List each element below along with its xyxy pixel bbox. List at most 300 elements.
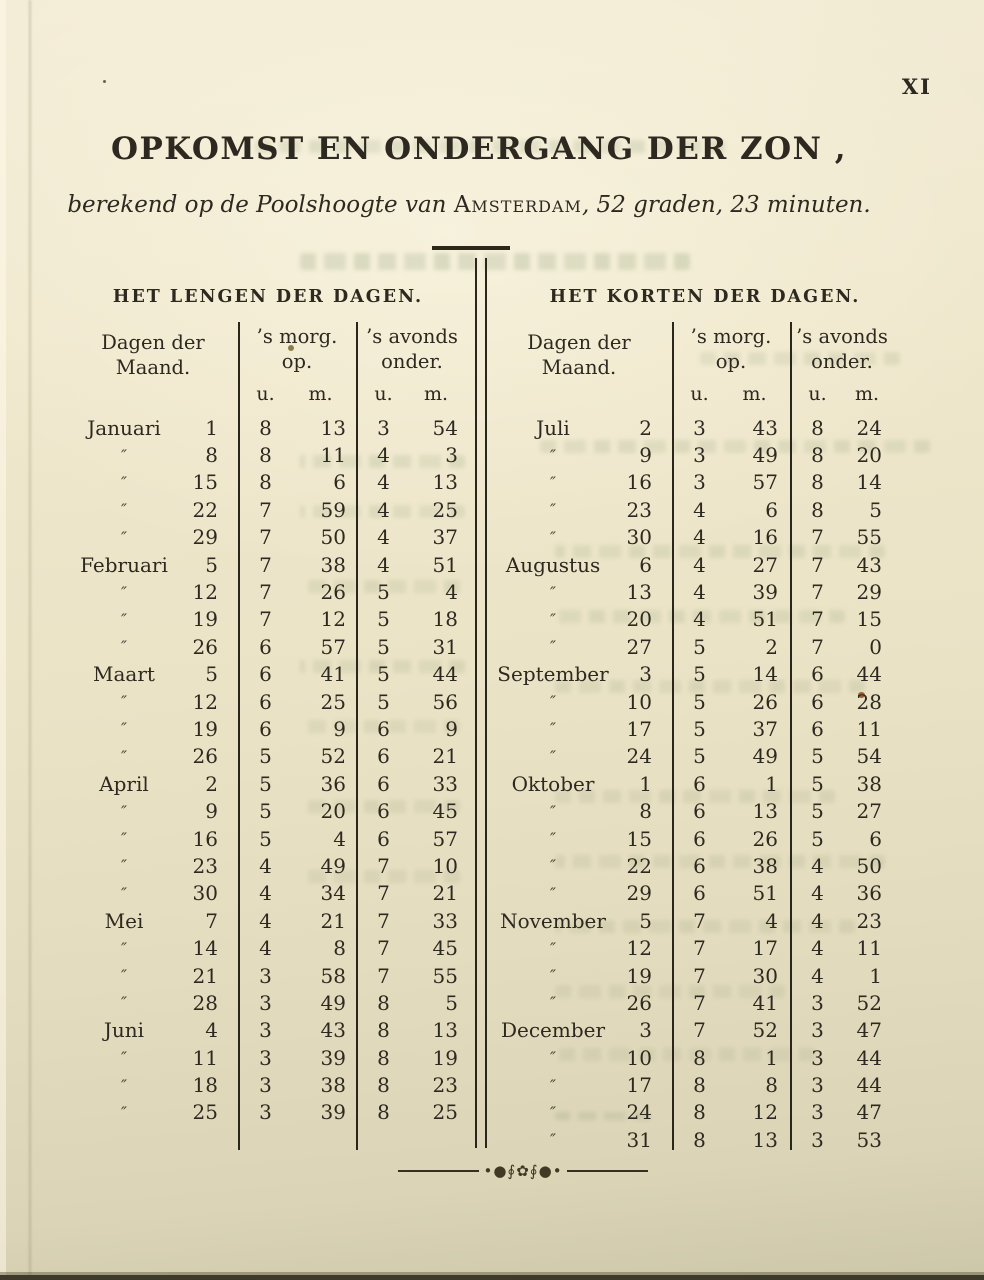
header-morning-rise: ’s morg. op. xyxy=(256,325,338,373)
month-cell: ″ xyxy=(121,883,127,903)
rise-hour-cell: 4 xyxy=(259,908,272,933)
rise-minute-cell: 6 xyxy=(765,497,778,522)
table-header xyxy=(68,322,468,414)
rise-minute-cell: 39 xyxy=(320,1100,346,1125)
table-row xyxy=(494,1099,894,1126)
month-cell: April xyxy=(99,771,149,796)
set-minute-cell: 33 xyxy=(432,908,458,933)
header-evening-set: ’s avonds onder. xyxy=(366,325,458,373)
set-hour-cell: 5 xyxy=(377,689,390,714)
set-minute-cell: 44 xyxy=(856,662,882,687)
rise-minute-cell: 11 xyxy=(320,443,346,468)
month-cell: ″ xyxy=(550,609,556,629)
month-cell: ″ xyxy=(121,829,127,849)
header-hours: u. xyxy=(690,383,709,405)
rise-hour-cell: 3 xyxy=(259,1073,272,1098)
rise-minute-cell: 52 xyxy=(320,744,346,769)
month-cell: Maart xyxy=(93,662,155,687)
set-minute-cell: 11 xyxy=(856,936,882,961)
set-hour-cell: 7 xyxy=(377,853,390,878)
set-minute-cell: 27 xyxy=(856,799,882,824)
month-cell: ″ xyxy=(121,500,127,520)
day-cell: 17 xyxy=(626,1073,652,1098)
month-cell: ″ xyxy=(550,1075,556,1095)
set-hour-cell: 8 xyxy=(377,1045,390,1070)
set-minute-cell: 4 xyxy=(445,580,458,605)
rise-minute-cell: 14 xyxy=(752,662,778,687)
rise-hour-cell: 5 xyxy=(259,799,272,824)
table-row xyxy=(68,962,468,989)
day-cell: 17 xyxy=(626,716,652,741)
table-row xyxy=(494,989,894,1016)
table-row xyxy=(494,1071,894,1098)
rise-hour-cell: 8 xyxy=(693,1127,706,1152)
day-cell: 12 xyxy=(192,580,218,605)
rise-hour-cell: 4 xyxy=(693,525,706,550)
table-row xyxy=(494,551,894,578)
set-hour-cell: 6 xyxy=(377,716,390,741)
rise-hour-cell: 4 xyxy=(259,853,272,878)
set-hour-cell: 5 xyxy=(377,607,390,632)
table-row xyxy=(68,688,468,715)
rise-hour-cell: 3 xyxy=(259,1100,272,1125)
set-minute-cell: 44 xyxy=(856,1073,882,1098)
rise-minute-cell: 12 xyxy=(320,607,346,632)
table-row xyxy=(68,469,468,496)
month-cell: ″ xyxy=(550,746,556,766)
table-row xyxy=(68,907,468,934)
set-minute-cell: 31 xyxy=(432,634,458,659)
rise-minute-cell: 43 xyxy=(752,415,778,440)
day-cell: 20 xyxy=(626,607,652,632)
table-row xyxy=(68,880,468,907)
month-cell: ″ xyxy=(121,966,127,985)
set-minute-cell: 33 xyxy=(432,771,458,796)
table-row xyxy=(68,578,468,605)
header-minutes: m. xyxy=(423,383,449,405)
month-cell: ″ xyxy=(550,1130,556,1150)
rise-minute-cell: 38 xyxy=(320,1073,346,1098)
rise-minute-cell: 52 xyxy=(752,1018,778,1043)
month-cell: ″ xyxy=(550,719,556,739)
rise-minute-cell: 57 xyxy=(752,470,778,495)
day-cell: 5 xyxy=(205,552,218,577)
subtitle-place: Amsterdam xyxy=(453,192,582,218)
table-row xyxy=(494,469,894,496)
table-row xyxy=(494,1017,894,1044)
rise-hour-cell: 8 xyxy=(259,443,272,468)
table-shortening-days xyxy=(494,322,894,1150)
rise-minute-cell: 36 xyxy=(320,771,346,796)
rise-minute-cell: 8 xyxy=(333,936,346,961)
rise-hour-cell: 7 xyxy=(693,936,706,961)
month-cell: ″ xyxy=(121,746,127,766)
set-minute-cell: 11 xyxy=(856,716,882,741)
day-cell: 1 xyxy=(205,415,218,440)
set-hour-cell: 5 xyxy=(811,799,824,824)
set-minute-cell: 45 xyxy=(432,936,458,961)
month-cell: ″ xyxy=(550,582,556,602)
month-cell: ″ xyxy=(550,993,556,1013)
table-row xyxy=(494,743,894,770)
day-cell: 9 xyxy=(205,799,218,824)
ornament-rule-left xyxy=(398,1170,479,1172)
day-cell: 21 xyxy=(192,963,218,988)
set-hour-cell: 6 xyxy=(377,826,390,851)
set-minute-cell: 10 xyxy=(432,853,458,878)
rise-minute-cell: 59 xyxy=(320,497,346,522)
month-cell: ″ xyxy=(550,829,556,849)
set-minute-cell: 29 xyxy=(856,580,882,605)
day-cell: 2 xyxy=(205,771,218,796)
set-minute-cell: 43 xyxy=(856,552,882,577)
column-rule xyxy=(790,322,792,1150)
bleedthrough-ghost xyxy=(300,253,690,270)
set-minute-cell: 5 xyxy=(869,497,882,522)
set-minute-cell: 44 xyxy=(432,662,458,687)
rise-hour-cell: 3 xyxy=(259,1045,272,1070)
rise-hour-cell: 5 xyxy=(259,771,272,796)
rise-hour-cell: 7 xyxy=(259,497,272,522)
rise-minute-cell: 43 xyxy=(320,1018,346,1043)
month-cell: ″ xyxy=(121,637,127,657)
table-row xyxy=(494,770,894,797)
set-hour-cell: 4 xyxy=(377,525,390,550)
set-minute-cell: 21 xyxy=(432,744,458,769)
rise-hour-cell: 4 xyxy=(693,580,706,605)
day-cell: 13 xyxy=(626,580,652,605)
rise-minute-cell: 26 xyxy=(752,826,778,851)
rise-minute-cell: 49 xyxy=(752,443,778,468)
month-cell: Januari xyxy=(87,415,161,440)
table-row xyxy=(68,770,468,797)
set-minute-cell: 54 xyxy=(856,744,882,769)
set-minute-cell: 28 xyxy=(856,689,882,714)
day-cell: 8 xyxy=(205,443,218,468)
set-minute-cell: 44 xyxy=(856,1045,882,1070)
day-cell: 26 xyxy=(626,990,652,1015)
rise-hour-cell: 5 xyxy=(693,689,706,714)
rise-minute-cell: 8 xyxy=(765,1073,778,1098)
set-hour-cell: 6 xyxy=(377,799,390,824)
rise-minute-cell: 50 xyxy=(320,525,346,550)
table-row xyxy=(494,1126,894,1153)
set-hour-cell: 3 xyxy=(811,1100,824,1125)
header-morning-rise: ’s morg. op. xyxy=(690,325,772,373)
set-hour-cell: 5 xyxy=(811,826,824,851)
rise-minute-cell: 2 xyxy=(765,634,778,659)
month-cell: ″ xyxy=(550,637,556,657)
set-minute-cell: 52 xyxy=(856,990,882,1015)
set-hour-cell: 7 xyxy=(811,525,824,550)
set-hour-cell: 4 xyxy=(377,497,390,522)
day-cell: 10 xyxy=(626,689,652,714)
set-minute-cell: 50 xyxy=(856,853,882,878)
header-hours: u. xyxy=(808,383,827,405)
rise-minute-cell: 21 xyxy=(320,908,346,933)
day-cell: 8 xyxy=(639,799,652,824)
set-hour-cell: 3 xyxy=(811,1045,824,1070)
rise-hour-cell: 5 xyxy=(259,826,272,851)
rise-hour-cell: 4 xyxy=(259,936,272,961)
rise-hour-cell: 8 xyxy=(693,1100,706,1125)
day-cell: 9 xyxy=(639,443,652,468)
set-hour-cell: 5 xyxy=(811,744,824,769)
rise-hour-cell: 7 xyxy=(693,908,706,933)
day-cell: 18 xyxy=(192,1073,218,1098)
month-cell: ″ xyxy=(550,472,556,492)
rise-minute-cell: 13 xyxy=(320,415,346,440)
set-minute-cell: 56 xyxy=(432,689,458,714)
rise-hour-cell: 5 xyxy=(259,744,272,769)
day-cell: 26 xyxy=(192,634,218,659)
table-row xyxy=(68,852,468,879)
rise-hour-cell: 7 xyxy=(259,607,272,632)
table-row xyxy=(68,934,468,961)
table-row xyxy=(68,1044,468,1071)
rise-minute-cell: 38 xyxy=(752,853,778,878)
month-cell: ″ xyxy=(121,1075,127,1095)
rise-minute-cell: 41 xyxy=(320,662,346,687)
table-body xyxy=(68,414,468,1126)
table-row xyxy=(68,661,468,688)
set-hour-cell: 5 xyxy=(377,634,390,659)
set-hour-cell: 4 xyxy=(811,908,824,933)
day-cell: 19 xyxy=(192,716,218,741)
ornament-divider xyxy=(398,1162,648,1180)
month-cell: Mei xyxy=(104,908,144,933)
table-row xyxy=(494,578,894,605)
day-cell: 16 xyxy=(626,470,652,495)
set-minute-cell: 47 xyxy=(856,1018,882,1043)
table-row xyxy=(494,797,894,824)
day-cell: 27 xyxy=(626,634,652,659)
table-row xyxy=(68,1099,468,1126)
day-cell: 10 xyxy=(626,1045,652,1070)
day-cell: 4 xyxy=(205,1018,218,1043)
set-hour-cell: 8 xyxy=(811,497,824,522)
month-cell: ″ xyxy=(121,801,127,821)
day-cell: 11 xyxy=(192,1045,218,1070)
month-cell: ″ xyxy=(550,883,556,903)
set-hour-cell: 4 xyxy=(811,881,824,906)
subtitle-pre: berekend op de Poolshoogte van xyxy=(67,192,454,218)
set-hour-cell: 8 xyxy=(811,443,824,468)
day-cell: 16 xyxy=(192,826,218,851)
set-hour-cell: 4 xyxy=(811,853,824,878)
set-hour-cell: 8 xyxy=(377,1018,390,1043)
set-hour-cell: 7 xyxy=(811,607,824,632)
table-heading-shortening: HET KORTEN DER DAGEN. xyxy=(549,287,861,307)
header-hours: u. xyxy=(374,383,393,405)
month-cell: Augustus xyxy=(505,552,601,577)
set-hour-cell: 5 xyxy=(377,662,390,687)
table-row xyxy=(68,1017,468,1044)
column-rule xyxy=(672,322,674,1150)
table-row xyxy=(494,524,894,551)
set-minute-cell: 55 xyxy=(432,963,458,988)
rise-hour-cell: 8 xyxy=(693,1045,706,1070)
month-cell: ″ xyxy=(550,938,556,958)
set-hour-cell: 8 xyxy=(811,470,824,495)
rise-hour-cell: 6 xyxy=(259,662,272,687)
month-cell: ″ xyxy=(550,801,556,821)
header-minutes: m. xyxy=(854,383,880,405)
day-cell: 26 xyxy=(192,744,218,769)
set-minute-cell: 9 xyxy=(445,716,458,741)
rise-hour-cell: 4 xyxy=(693,497,706,522)
month-cell: ″ xyxy=(550,527,556,547)
rise-minute-cell: 1 xyxy=(765,771,778,796)
month-cell: ″ xyxy=(121,445,127,465)
column-rule xyxy=(356,322,358,1150)
rise-hour-cell: 5 xyxy=(693,744,706,769)
rise-hour-cell: 6 xyxy=(693,771,706,796)
set-hour-cell: 6 xyxy=(377,744,390,769)
month-cell: ″ xyxy=(550,1048,556,1068)
set-hour-cell: 8 xyxy=(377,1100,390,1125)
set-hour-cell: 7 xyxy=(377,963,390,988)
month-cell: Juli xyxy=(536,415,570,440)
rise-hour-cell: 7 xyxy=(693,963,706,988)
rise-minute-cell: 6 xyxy=(333,470,346,495)
page-number: XI xyxy=(901,74,932,99)
rise-minute-cell: 26 xyxy=(320,580,346,605)
month-cell: ″ xyxy=(121,938,127,958)
table-row xyxy=(494,414,894,441)
rise-minute-cell: 37 xyxy=(752,716,778,741)
table-row xyxy=(494,661,894,688)
rise-hour-cell: 6 xyxy=(259,634,272,659)
table-row xyxy=(68,633,468,660)
center-double-rule xyxy=(475,258,487,1148)
month-cell: ″ xyxy=(550,500,556,520)
table-row xyxy=(68,743,468,770)
month-cell: September xyxy=(497,662,609,687)
set-hour-cell: 6 xyxy=(811,716,824,741)
table-row xyxy=(68,715,468,742)
set-minute-cell: 45 xyxy=(432,799,458,824)
month-cell: ″ xyxy=(550,1102,556,1122)
day-cell: 30 xyxy=(192,881,218,906)
set-minute-cell: 36 xyxy=(856,881,882,906)
table-row xyxy=(68,551,468,578)
day-cell: 24 xyxy=(626,1100,652,1125)
table-body xyxy=(494,414,894,1154)
day-cell: 25 xyxy=(192,1100,218,1125)
day-cell: 29 xyxy=(626,881,652,906)
set-minute-cell: 38 xyxy=(856,771,882,796)
table-row xyxy=(494,496,894,523)
set-minute-cell: 3 xyxy=(445,443,458,468)
rise-hour-cell: 3 xyxy=(693,470,706,495)
month-cell: ″ xyxy=(121,472,127,492)
set-hour-cell: 7 xyxy=(811,634,824,659)
set-hour-cell: 4 xyxy=(811,936,824,961)
table-row xyxy=(494,852,894,879)
set-minute-cell: 14 xyxy=(856,470,882,495)
set-hour-cell: 4 xyxy=(377,470,390,495)
set-minute-cell: 1 xyxy=(869,963,882,988)
rise-hour-cell: 3 xyxy=(259,1018,272,1043)
day-cell: 23 xyxy=(626,497,652,522)
header-days-of-month: Dagen der Maand. xyxy=(101,331,205,379)
set-minute-cell: 24 xyxy=(856,415,882,440)
table-row xyxy=(68,441,468,468)
set-minute-cell: 23 xyxy=(856,908,882,933)
set-minute-cell: 15 xyxy=(856,607,882,632)
set-minute-cell: 21 xyxy=(432,881,458,906)
rise-hour-cell: 7 xyxy=(259,552,272,577)
day-cell: 15 xyxy=(192,470,218,495)
rise-hour-cell: 6 xyxy=(259,689,272,714)
page-subtitle xyxy=(0,192,938,218)
set-minute-cell: 54 xyxy=(432,415,458,440)
rise-hour-cell: 4 xyxy=(693,607,706,632)
set-hour-cell: 3 xyxy=(377,415,390,440)
set-minute-cell: 47 xyxy=(856,1100,882,1125)
day-cell: 1 xyxy=(639,771,652,796)
rise-hour-cell: 7 xyxy=(693,1018,706,1043)
month-cell: ″ xyxy=(121,993,127,1013)
rise-minute-cell: 39 xyxy=(320,1045,346,1070)
rise-minute-cell: 51 xyxy=(752,607,778,632)
day-cell: 30 xyxy=(626,525,652,550)
set-hour-cell: 6 xyxy=(811,662,824,687)
set-hour-cell: 7 xyxy=(811,580,824,605)
set-minute-cell: 37 xyxy=(432,525,458,550)
set-minute-cell: 13 xyxy=(432,470,458,495)
set-minute-cell: 13 xyxy=(432,1018,458,1043)
rise-hour-cell: 5 xyxy=(693,662,706,687)
month-cell: ″ xyxy=(121,692,127,712)
table-row xyxy=(494,441,894,468)
month-cell: December xyxy=(500,1018,606,1043)
rise-minute-cell: 1 xyxy=(765,1045,778,1070)
table-row xyxy=(68,414,468,441)
rise-minute-cell: 30 xyxy=(752,963,778,988)
rise-hour-cell: 4 xyxy=(693,552,706,577)
month-cell: Februari xyxy=(80,552,168,577)
set-hour-cell: 8 xyxy=(377,990,390,1015)
rise-minute-cell: 17 xyxy=(752,936,778,961)
rise-minute-cell: 39 xyxy=(752,580,778,605)
month-cell: ″ xyxy=(121,1048,127,1068)
month-cell: ″ xyxy=(121,1102,127,1122)
subtitle-post: , 52 graden, 23 minuten. xyxy=(581,192,871,218)
set-hour-cell: 3 xyxy=(811,1018,824,1043)
scan-edge-bottom xyxy=(0,1275,984,1280)
set-minute-cell: 25 xyxy=(432,1100,458,1125)
set-hour-cell: 7 xyxy=(811,552,824,577)
month-cell: November xyxy=(500,908,606,933)
paper-speck xyxy=(103,80,106,83)
rise-minute-cell: 58 xyxy=(320,963,346,988)
rise-hour-cell: 3 xyxy=(259,963,272,988)
rise-hour-cell: 6 xyxy=(693,881,706,906)
column-rule xyxy=(238,322,240,1150)
rise-minute-cell: 57 xyxy=(320,634,346,659)
table-row xyxy=(68,496,468,523)
set-hour-cell: 7 xyxy=(377,936,390,961)
day-cell: 19 xyxy=(626,963,652,988)
day-cell: 12 xyxy=(192,689,218,714)
set-hour-cell: 6 xyxy=(811,689,824,714)
month-cell: ″ xyxy=(550,445,556,465)
set-minute-cell: 25 xyxy=(432,497,458,522)
table-row xyxy=(68,606,468,633)
table-row xyxy=(494,715,894,742)
